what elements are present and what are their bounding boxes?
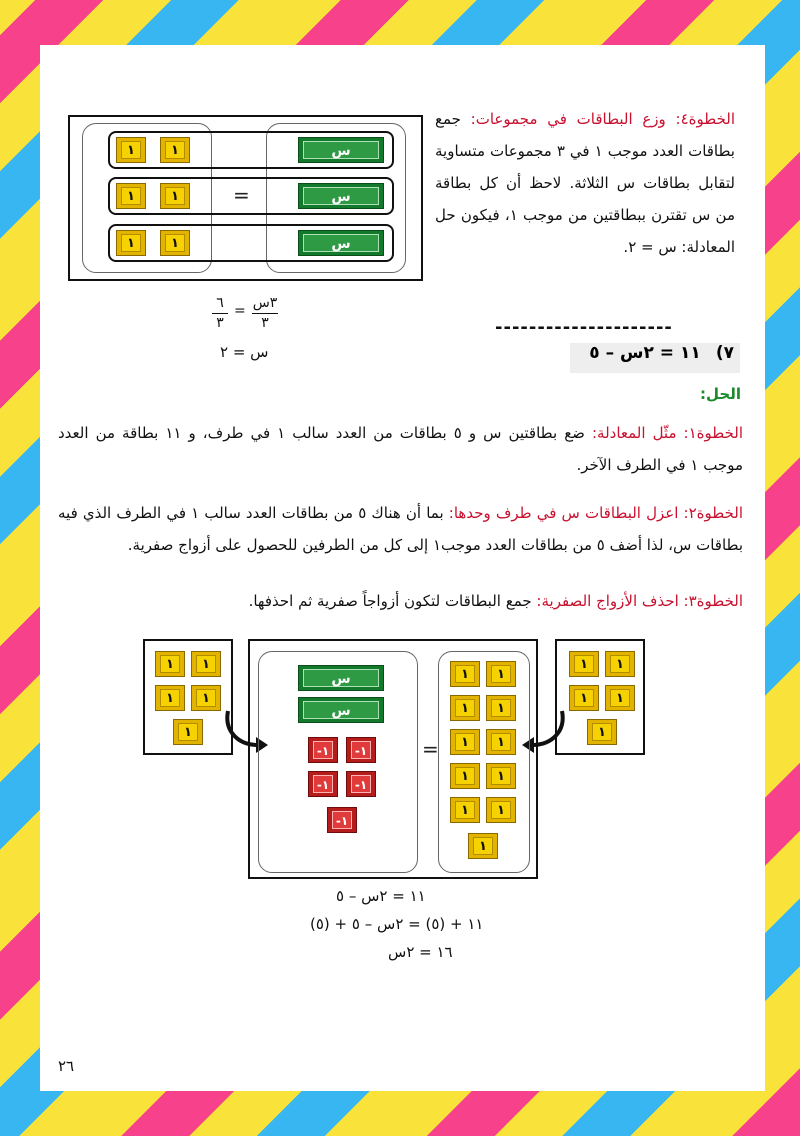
equation-line-1: ١١ = ٢س – ٥: [336, 887, 426, 905]
tile-positive-one: ١: [468, 833, 498, 859]
fraction-left-numerator: ٣س: [252, 295, 278, 311]
bottom-diagram: [248, 639, 538, 879]
equation-line-2: ١١ + (٥) = ٢س – ٥ + (٥): [310, 915, 484, 933]
tile-positive-one: ١: [450, 695, 480, 721]
problem-equation: ١١ = ٢س – ٥: [589, 343, 701, 363]
tile-positive-one: ١: [450, 661, 480, 687]
tile-negative-one: -١: [308, 771, 338, 797]
tile-positive-one: ١: [587, 719, 617, 745]
solution-label: الحل:: [700, 385, 741, 403]
step2-paragraph: [58, 497, 743, 561]
step3-text: جمع البطاقات لتكون أزواجاً صفرية ثم احذفها.: [248, 592, 532, 610]
equation-line-3: ١٦ = ٢س: [388, 943, 453, 961]
tile-positive-one: ١: [569, 685, 599, 711]
tile-positive-one: ١: [155, 651, 185, 677]
page: [40, 45, 765, 1091]
step1-paragraph: [58, 417, 743, 481]
step3-label: الخطوة٣: احذف الأزواج الصفرية:: [536, 592, 743, 610]
fraction-left-denominator: ٣: [261, 315, 269, 331]
tile-positive-one: ١: [486, 797, 516, 823]
tile-positive-one: ١: [605, 685, 635, 711]
tile-positive-one: ١: [116, 230, 146, 256]
tile-negative-one: -١: [346, 771, 376, 797]
fraction-bar: [212, 313, 228, 314]
step2-text: بما أن هناك ٥ من بطاقات العدد سالب ١ في الطرف الذي فيه بطاقات س، لذا أضف ٥ من بطاقات العدد موجب١ إلى كل من الطرفين للحصول على أزواج صفرية.: [58, 504, 743, 554]
equals-sign: =: [233, 183, 250, 207]
tile-positive-one: ١: [191, 685, 221, 711]
tile-positive-one: ١: [160, 183, 190, 209]
tile-positive-one: ١: [155, 685, 185, 711]
tile-positive-one: ١: [450, 729, 480, 755]
page-number: ٢٦: [58, 1057, 75, 1075]
tile-x: س: [298, 230, 384, 256]
tile-positive-one: ١: [605, 651, 635, 677]
tile-positive-one: ١: [486, 661, 516, 687]
tile-positive-one: ١: [569, 651, 599, 677]
step4-text: جمع بطاقات العدد موجب ١ في ٣ مجموعات متساوية لتقابل بطاقات س الثلاثة. لاحظ أن كل بطاقة من س تقترن ببطاقتين من موجب ١، فيكون حل المعادلة: س = ٢.: [435, 110, 735, 256]
top-diagram: [68, 115, 423, 281]
tile-positive-one: ١: [486, 763, 516, 789]
step2-label: الخطوة٢: اعزل البطاقات س في طرف وحدها:: [448, 504, 743, 522]
step1-text: ضع بطاقتين س و ٥ بطاقات من العدد سالب ١ في طرف، و ١١ بطاقة من العدد موجب ١ في الطرف الآخر.: [58, 424, 743, 474]
tile-negative-one: -١: [346, 737, 376, 763]
fraction-equals: =: [234, 303, 246, 319]
fraction-equation: [210, 293, 290, 337]
tile-positive-one: ١: [486, 729, 516, 755]
tile-x: س: [298, 697, 384, 723]
fraction-right-numerator: ٦: [216, 295, 224, 311]
problem-7: [570, 343, 740, 373]
tile-positive-one: ١: [160, 137, 190, 163]
tile-negative-one: -١: [308, 737, 338, 763]
fraction-right-denominator: ٣: [216, 315, 224, 331]
tile-x: س: [298, 137, 384, 163]
tile-positive-one: ١: [450, 797, 480, 823]
step4-paragraph: [435, 103, 735, 263]
added-ones-right-box: [555, 639, 645, 755]
tile-positive-one: ١: [191, 651, 221, 677]
tile-positive-one: ١: [173, 719, 203, 745]
tile-positive-one: ١: [116, 137, 146, 163]
fraction-bar: [252, 313, 278, 314]
tile-positive-one: ١: [160, 230, 190, 256]
step3-paragraph: [58, 585, 743, 617]
step4-label: الخطوة٤: وزع البطاقات في مجموعات:: [470, 110, 735, 128]
step1-label: الخطوة١: مثّل المعادلة:: [591, 424, 743, 442]
dashed-divider: ---------------------: [495, 317, 673, 338]
tile-x: س: [298, 665, 384, 691]
equals-sign: =: [422, 737, 439, 761]
tile-negative-one: -١: [327, 807, 357, 833]
problem-number: ٧): [715, 343, 734, 363]
tile-positive-one: ١: [116, 183, 146, 209]
fraction-result: س = ٢: [220, 343, 269, 361]
tile-x: س: [298, 183, 384, 209]
tile-positive-one: ١: [450, 763, 480, 789]
added-ones-left-box: [143, 639, 233, 755]
tile-positive-one: ١: [486, 695, 516, 721]
